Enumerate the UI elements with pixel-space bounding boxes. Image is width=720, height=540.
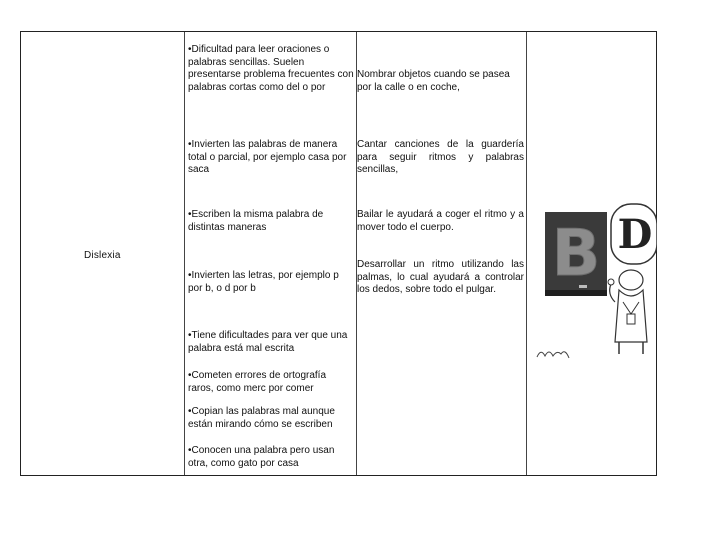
activity-item: Bailar le ayudará a coger el ritmo y a mover todo el cuerpo. — [357, 209, 524, 233]
column-divider — [184, 32, 185, 475]
symptom-item: •Dificultad para leer oraciones o palabras sencillas. Suelen presentarse problema frecuentes con palabras cortas como del o por — [188, 44, 354, 93]
symptom-item: •Escriben la misma palabra de distintas maneras — [188, 209, 324, 233]
activity-item: Desarrollar un ritmo utilizando las palmas, lo cual ayudará a controlar los dedos, sobre todo el pulgar. — [357, 259, 524, 295]
symptom-item: •Cometen errores de ortografía raros, como merc por comer — [188, 370, 327, 394]
column-divider — [356, 32, 357, 475]
symptom-item: •Copian las palabras mal aunque están mirando cómo se escriben — [188, 406, 335, 430]
symptom-item: •Conocen una palabra pero usan otra, como gato por casa — [188, 445, 335, 469]
symptom-item: •Invierten las letras, por ejemplo p por b, o d por b — [188, 270, 339, 294]
character-letter: D — [617, 211, 653, 258]
letters-b-d-illustration — [527, 202, 657, 362]
symptom-item: •Tiene dificultades para ver que una palabra está mal escrita — [188, 330, 348, 354]
activity-item: Nombrar objetos cuando se pasea por la calle o en coche, — [357, 69, 510, 93]
row-label: Dislexia — [84, 250, 121, 261]
symptom-item: •Invierten las palabras de manera total o parcial, por ejemplo casa por saca — [188, 139, 347, 175]
board-letter: B — [551, 217, 601, 291]
dyslexia-table — [20, 31, 657, 476]
activity-item: Cantar canciones de la guardería para seguir ritmos y palabras sencillas, — [357, 139, 524, 175]
